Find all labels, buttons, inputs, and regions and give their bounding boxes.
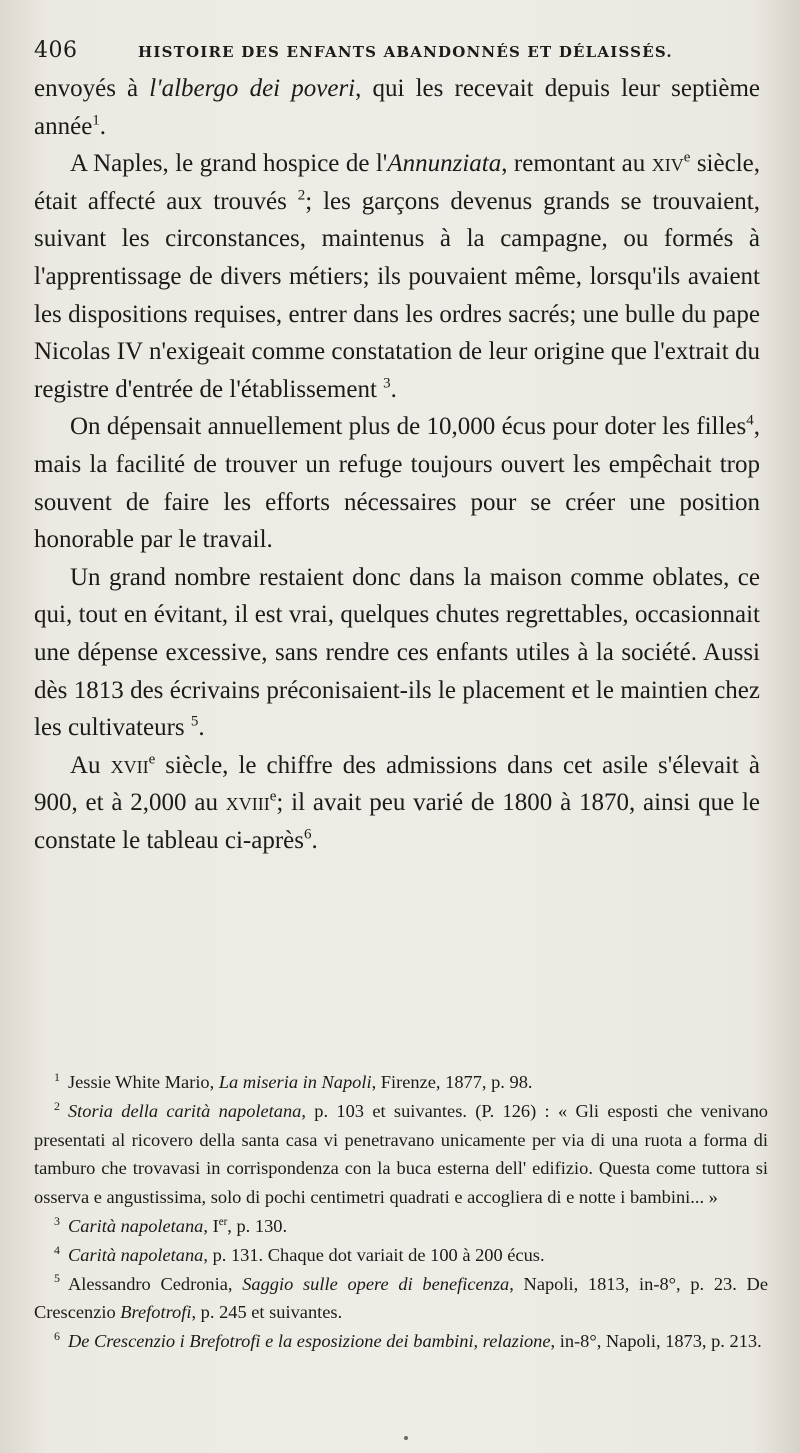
footnote <box>34 1241 768 1270</box>
text-run: On dépensait annuellement plus de 10,000 écus pour doter les filles <box>70 413 747 441</box>
superscript: er <box>218 1215 228 1228</box>
text-run: ; les garçons devenus grands se trouvaient, suivant les circonstances, maintenus à la campagne, ou formés à l'apprentissage de divers métiers; ils pouvaient même, lorsqu'ils avaient les dispositions requises, entrer dans les ordres sacrés; une bulle du pape Nicolas IV n'exigeait comme constatation de leur origine que l'extrait du registre d'entrée de l'établissement <box>34 187 760 403</box>
body-text <box>34 70 760 859</box>
superscript: e <box>148 751 156 768</box>
text-run: . <box>99 112 107 140</box>
text-run: , remontant au <box>501 150 652 178</box>
page-header <box>34 38 764 68</box>
superscript: 6 <box>304 826 312 843</box>
text-run: Alessandro Cedronia, <box>67 1273 243 1294</box>
footnote <box>34 1068 768 1097</box>
italic-text: Saggio sulle opere di beneficenza <box>242 1273 510 1294</box>
paragraph <box>34 559 760 747</box>
superscript: 2 <box>297 187 306 204</box>
superscript: e <box>683 149 691 166</box>
text-run: A Naples, le grand hospice de l' <box>70 150 388 178</box>
footnotes <box>34 1068 768 1356</box>
footnote-marker: 3 <box>54 1213 60 1228</box>
footnote <box>34 1212 768 1241</box>
text-run: Au <box>70 751 111 779</box>
italic-text: l'albergo dei poveri <box>149 75 356 102</box>
italic-text: La miseria in Napoli <box>218 1072 372 1092</box>
footnote-marker: 5 <box>54 1271 60 1286</box>
text-run: siècle, était affecté aux trouvés <box>34 150 760 215</box>
footnote-marker: 1 <box>54 1069 60 1084</box>
text-run: . <box>390 375 397 403</box>
text-run: , qui les recevait depuis leur septième année <box>34 75 761 140</box>
paragraph <box>34 145 760 408</box>
text-run: , I <box>203 1215 219 1236</box>
italic-text: Storia della carità napoletana <box>67 1100 302 1121</box>
italic-text: Brefotrofi <box>120 1302 192 1323</box>
superscript: 3 <box>383 375 391 392</box>
footnote <box>34 1327 768 1356</box>
text-run: siècle, le chiffre des admissions dans cet asile s'élevait à 900, et à 2,000 au <box>34 751 760 817</box>
paragraph <box>34 408 760 558</box>
footnote-marker: 6 <box>54 1329 60 1344</box>
superscript: e <box>269 788 277 805</box>
superscript: 4 <box>746 413 754 430</box>
text-run: , Napoli, 1813, in-8°, p. 23. De Crescenzio <box>34 1273 768 1323</box>
small-caps-text: xviii <box>225 789 270 817</box>
small-caps-text: xvii <box>110 751 149 779</box>
text-run: , p. 130. <box>227 1215 288 1236</box>
text-run: ; il avait peu varié de 1800 à 1870, ainsi que le constate le tableau ci-après <box>34 789 761 854</box>
text-run: , in-8°, Napoli, 1873, p. 213. <box>550 1331 762 1352</box>
small-caps-text: xiv <box>651 150 684 178</box>
footnote-marker: 4 <box>54 1242 60 1257</box>
text-run: Un grand nombre restaient donc dans la maison comme oblates, ce qui, tout en évitant, il est vrai, quelques chutes regrettables, occasionnait une dépense excessive, sans rendre ces enfants utiles à la société. Aussi dès 1813 des écrivains préconisaient-ils le placement et le maintien chez les cultivateurs <box>34 563 760 742</box>
text-run: . <box>198 714 205 742</box>
text-run: , mais la facilité de trouver un refuge toujours ouvert les empêchait trop souvent de faire les efforts nécessaires pour se créer une position honorable par le travail. <box>34 413 760 554</box>
text-run: Jessie White Mario, <box>67 1072 219 1092</box>
superscript: 1 <box>92 112 100 129</box>
footnote <box>34 1097 768 1212</box>
text-run: , p. 245 et suivantes. <box>191 1302 343 1323</box>
italic-text: De Crescenzio i Brefotrofi e la esposizione dei bambini, relazione <box>67 1331 551 1352</box>
italic-text: Carità napoletana <box>67 1244 204 1265</box>
italic-text: Carità napoletana <box>67 1215 204 1236</box>
footnote <box>34 1270 768 1328</box>
italic-text: Annunziata <box>387 150 502 178</box>
paragraph <box>34 747 760 860</box>
footnote-marker: 2 <box>54 1098 60 1113</box>
text-run: . <box>311 826 318 854</box>
superscript: 5 <box>190 713 199 730</box>
text-run: , Firenze, 1877, p. 98. <box>371 1072 533 1092</box>
text-run: , p. 131. Chaque dot variait de 100 à 200 écus. <box>203 1244 545 1265</box>
text-run: , p. 103 et suivantes. (P. 126) : « Gli esposti che venivano presentati al ricovero della santa casa vi penetravano unicamente per via di una ruota a forma di tamburo che trovavasi in corrispondenza con la buca esterna dell' edifizio. Questa come tuttora si osserva e angustissima, solo di pochi centimetri quadrati e accogliera di e notte i bambini... » <box>34 1100 768 1208</box>
page-mark <box>404 1436 408 1440</box>
text-run: envoyés à <box>34 75 150 102</box>
page-number: 406 <box>34 38 78 63</box>
running-title: HISTOIRE DES ENFANTS ABANDONNÉS ET DÉLAISSÉS. <box>138 43 673 61</box>
paragraph <box>34 70 760 145</box>
